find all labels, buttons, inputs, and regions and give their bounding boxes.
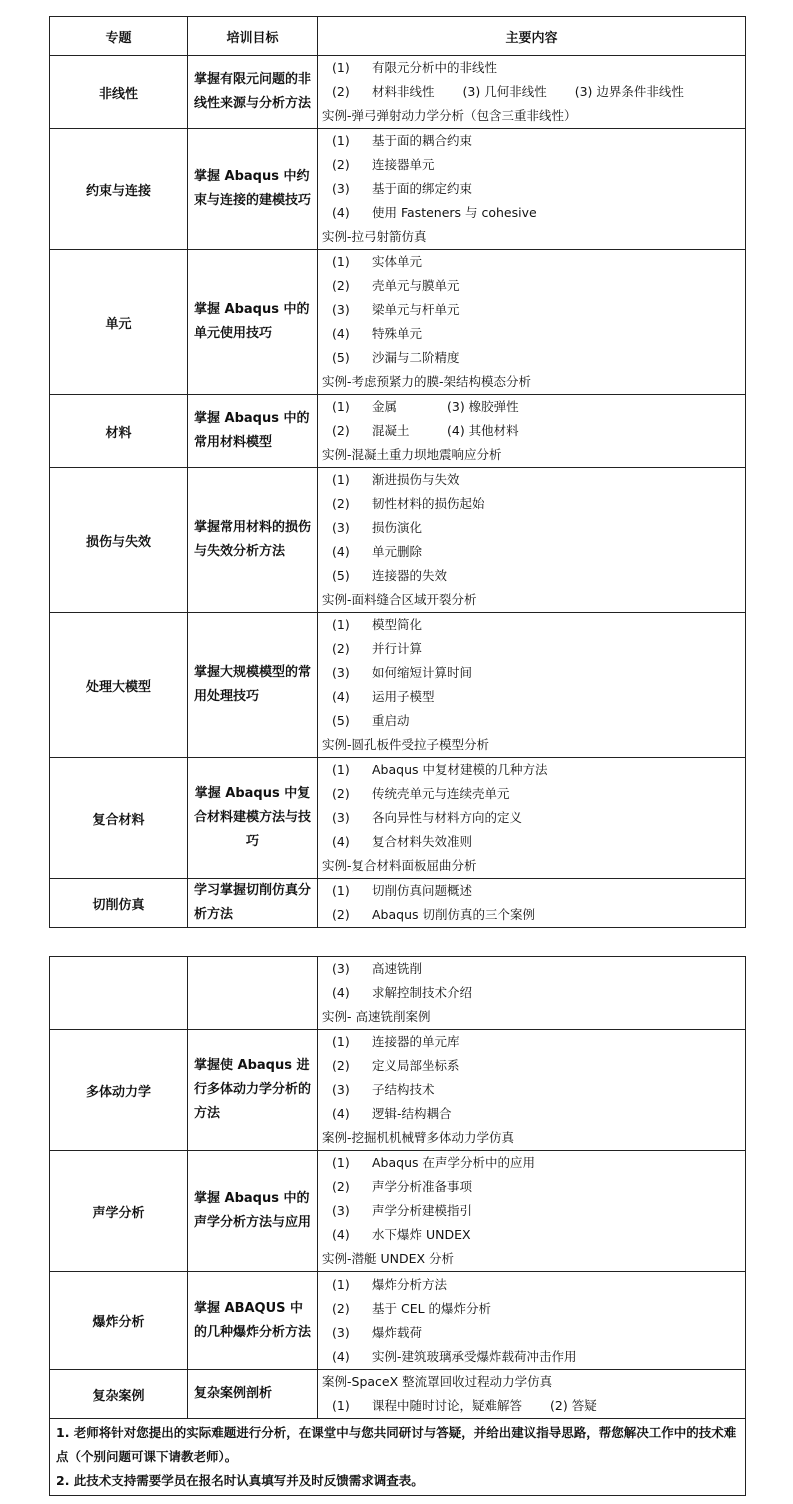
item-text: 渐进损伤与失效 <box>372 472 460 487</box>
item-text: 爆炸载荷 <box>372 1324 423 1340</box>
topic-cell: 材料 <box>50 395 188 468</box>
item-text: 实体单元 <box>372 254 423 269</box>
item-num: (1) <box>332 254 350 269</box>
note-2: 2. 此技术支持需要学员在报名时认真填写并及时反馈需求调查表。 <box>56 1473 424 1488</box>
item-text: (4) 其他材料 <box>447 423 519 438</box>
topic-cell-empty <box>50 957 188 1030</box>
item-num: (2) <box>332 641 350 656</box>
content-cell <box>318 250 746 395</box>
topic-cell: 复杂案例 <box>50 1370 188 1419</box>
item-text: 基于面的绑定约束 <box>372 181 473 196</box>
content-cell <box>318 758 746 879</box>
example-text: 实例-复合材料面板屈曲分析 <box>322 858 477 873</box>
row-nonlinear <box>50 56 746 129</box>
topic-cell: 约束与连接 <box>50 129 188 250</box>
goal-cell: 复杂案例剖析 <box>188 1370 318 1419</box>
syllabus-table-part2 <box>49 956 746 1496</box>
item-num: (4) <box>332 985 350 1000</box>
example-text: 实例-混凝土重力坝地震响应分析 <box>322 447 502 462</box>
content-cell <box>318 56 746 129</box>
item-text: 模型简化 <box>372 617 423 632</box>
item-num: (1) <box>332 762 350 777</box>
item-num: (3) <box>332 961 350 976</box>
item-text: 传统壳单元与连续壳单元 <box>372 786 510 801</box>
example-text: 实例-面料缝合区域开裂分析 <box>322 592 477 607</box>
item-text: 声学分析建模指引 <box>372 1203 473 1218</box>
item-num: (4) <box>332 326 350 341</box>
item-text: Abaqus 中复材建模的几种方法 <box>372 762 548 777</box>
item-num: (4) <box>332 689 350 704</box>
item-text: 特殊单元 <box>372 326 423 341</box>
content-cell <box>318 1151 746 1272</box>
content-cell <box>318 1370 746 1419</box>
goal-cell: 掌握 Abaqus 中的单元使用技巧 <box>188 250 318 395</box>
item-text: Abaqus 在声学分析中的应用 <box>372 1155 535 1170</box>
item-text: 各向异性与材料方向的定义 <box>372 810 523 825</box>
item-text: Abaqus 切削仿真的三个案例 <box>372 907 535 922</box>
goal-cell: 掌握 ABAQUS 中的几种爆炸分析方法 <box>188 1272 318 1370</box>
content-cell <box>318 468 746 613</box>
item-num: (2) <box>332 423 350 438</box>
item-text: 混凝土 <box>372 423 410 438</box>
item-num: (4) <box>332 205 350 220</box>
goal-cell: 掌握使 Abaqus 进行多体动力学分析的方法 <box>188 1030 318 1151</box>
item-num: (5) <box>332 713 350 728</box>
example-text: 实例-考虑预紧力的膜-架结构模态分析 <box>322 374 532 389</box>
item-num: (3) <box>332 181 350 196</box>
item-num: (3) <box>332 520 350 535</box>
content-cell <box>318 1272 746 1370</box>
example-text: 案例-挖掘机机械臂多体动力学仿真 <box>322 1130 515 1145</box>
item-text: 声学分析准备事项 <box>372 1179 473 1194</box>
topic-cell: 声学分析 <box>50 1151 188 1272</box>
item-num: (3) <box>332 665 350 680</box>
item-text: (3) 几何非线性 <box>462 84 547 99</box>
row-cutting-continued <box>50 957 746 1030</box>
example-text: 案例-SpaceX 整流罩回收过程动力学仿真 <box>322 1374 553 1389</box>
item-text: 基于 CEL 的爆炸分析 <box>372 1300 492 1316</box>
example-text: 实例-圆孔板件受拉子模型分析 <box>322 737 490 752</box>
item-text: 并行计算 <box>372 641 423 656</box>
row-material <box>50 395 746 468</box>
item-text: 求解控制技术介绍 <box>372 985 473 1000</box>
item-num: (3) <box>332 810 350 825</box>
row-explosion <box>50 1272 746 1370</box>
row-element <box>50 250 746 395</box>
item-text: 梁单元与杆单元 <box>372 302 460 317</box>
notes-cell <box>50 1419 746 1496</box>
item-num: (2) <box>332 1058 350 1073</box>
goal-cell: 学习掌握切削仿真分析方法 <box>188 879 318 928</box>
item-num: (4) <box>332 834 350 849</box>
topic-cell: 非线性 <box>50 56 188 129</box>
goal-cell: 掌握有限元问题的非线性来源与分析方法 <box>188 56 318 129</box>
content-cell <box>318 395 746 468</box>
row-multibody <box>50 1030 746 1151</box>
item-num: (2) <box>332 278 350 293</box>
item-num: (1) <box>332 1034 350 1049</box>
item-text: 重启动 <box>372 713 410 728</box>
item-text: 逻辑-结构耦合 <box>372 1106 452 1121</box>
header-row <box>50 17 746 56</box>
topic-cell: 切削仿真 <box>50 879 188 928</box>
item-text: (3) 橡胶弹性 <box>447 399 519 414</box>
item-text: 切削仿真问题概述 <box>372 883 473 898</box>
syllabus-table-part1 <box>49 16 746 928</box>
content-cell <box>318 957 746 1030</box>
item-text: (2) 答疑 <box>550 1398 597 1413</box>
content-cell <box>318 879 746 928</box>
goal-cell: 掌握大规模模型的常用处理技巧 <box>188 613 318 758</box>
header-goal: 培训目标 <box>188 17 318 56</box>
item-num: (1) <box>332 883 350 898</box>
note-1: 1. 老师将针对您提出的实际难题进行分析，在课堂中与您共同研讨与答疑，并给出建议指导思路，帮您解决工作中的技术难点（个别问题可课下请教老师）。 <box>56 1425 737 1464</box>
item-text: 定义局部坐标系 <box>372 1058 460 1073</box>
item-num: (5) <box>332 568 350 583</box>
item-text: 课程中随时讨论，疑难解答 <box>372 1398 523 1413</box>
item-num: (4) <box>332 1348 350 1364</box>
item-text: 使用 Fasteners 与 cohesive <box>372 205 537 220</box>
item-text: 复合材料失效准则 <box>372 834 473 849</box>
item-num: (1) <box>332 472 350 487</box>
item-num: (4) <box>332 544 350 559</box>
example-text: 实例-弹弓弹射动力学分析（包含三重非线性） <box>322 108 577 123</box>
item-text: 如何缩短计算时间 <box>372 665 473 680</box>
item-text: (3) 边界条件非线性 <box>574 84 684 99</box>
item-num: (1) <box>332 60 350 75</box>
topic-cell: 损伤与失效 <box>50 468 188 613</box>
content-cell <box>318 129 746 250</box>
item-num: (1) <box>332 133 350 148</box>
row-cutting <box>50 879 746 928</box>
item-num: (1) <box>332 1398 350 1413</box>
item-text: 壳单元与膜单元 <box>372 278 460 293</box>
item-text: 损伤演化 <box>372 520 423 535</box>
item-text: 基于面的耦合约束 <box>372 133 473 148</box>
item-num: (3) <box>332 1203 350 1218</box>
topic-cell: 爆炸分析 <box>50 1272 188 1370</box>
row-composite <box>50 758 746 879</box>
item-num: (1) <box>332 1276 350 1292</box>
example-text: 实例- 高速铣削案例 <box>322 1009 431 1024</box>
item-text: 连接器的单元库 <box>372 1034 460 1049</box>
item-text: 韧性材料的损伤起始 <box>372 496 485 511</box>
item-text: 实例-建筑玻璃承受爆炸载荷冲击作用 <box>372 1348 577 1364</box>
item-num: (2) <box>332 907 350 922</box>
example-text: 实例-拉弓射箭仿真 <box>322 229 427 244</box>
item-num: (2) <box>332 1179 350 1194</box>
item-num: (4) <box>332 1227 350 1242</box>
item-num: (1) <box>332 1155 350 1170</box>
item-num: (3) <box>332 1324 350 1340</box>
item-num: (5) <box>332 350 350 365</box>
item-text: 材料非线性 <box>372 84 435 99</box>
header-content: 主要内容 <box>318 17 746 56</box>
item-text: 运用子模型 <box>372 689 435 704</box>
row-acoustic <box>50 1151 746 1272</box>
item-num: (2) <box>332 84 350 99</box>
content-cell <box>318 613 746 758</box>
topic-cell: 多体动力学 <box>50 1030 188 1151</box>
item-text: 有限元分析中的非线性 <box>372 60 498 75</box>
item-text: 连接器的失效 <box>372 568 448 583</box>
item-num: (1) <box>332 617 350 632</box>
example-text: 实例-潜艇 UNDEX 分析 <box>322 1251 455 1266</box>
topic-cell: 单元 <box>50 250 188 395</box>
row-constraint <box>50 129 746 250</box>
item-text: 单元删除 <box>372 544 423 559</box>
item-num: (2) <box>332 157 350 172</box>
item-num: (3) <box>332 302 350 317</box>
item-num: (1) <box>332 399 350 414</box>
item-num: (2) <box>332 786 350 801</box>
row-damage <box>50 468 746 613</box>
item-text: 水下爆炸 UNDEX <box>372 1227 471 1242</box>
item-num: (2) <box>332 1300 350 1316</box>
topic-cell: 处理大模型 <box>50 613 188 758</box>
item-text: 连接器单元 <box>372 157 435 172</box>
item-text: 高速铣削 <box>372 961 423 976</box>
goal-cell: 掌握 Abaqus 中复合材料建模方法与技巧 <box>188 758 318 879</box>
topic-cell: 复合材料 <box>50 758 188 879</box>
goal-cell-empty <box>188 957 318 1030</box>
goal-cell: 掌握 Abaqus 中的常用材料模型 <box>188 395 318 468</box>
item-num: (3) <box>332 1082 350 1097</box>
item-num: (4) <box>332 1106 350 1121</box>
item-text: 子结构技术 <box>372 1082 435 1097</box>
notes-row <box>50 1419 746 1496</box>
goal-cell: 掌握 Abaqus 中约束与连接的建模技巧 <box>188 129 318 250</box>
item-text: 爆炸分析方法 <box>372 1276 448 1292</box>
item-text: 金属 <box>372 399 398 414</box>
goal-cell: 掌握常用材料的损伤与失效分析方法 <box>188 468 318 613</box>
header-topic: 专题 <box>50 17 188 56</box>
row-large-model <box>50 613 746 758</box>
row-complex <box>50 1370 746 1419</box>
content-cell <box>318 1030 746 1151</box>
goal-cell: 掌握 Abaqus 中的声学分析方法与应用 <box>188 1151 318 1272</box>
item-num: (2) <box>332 496 350 511</box>
item-text: 沙漏与二阶精度 <box>372 350 460 365</box>
